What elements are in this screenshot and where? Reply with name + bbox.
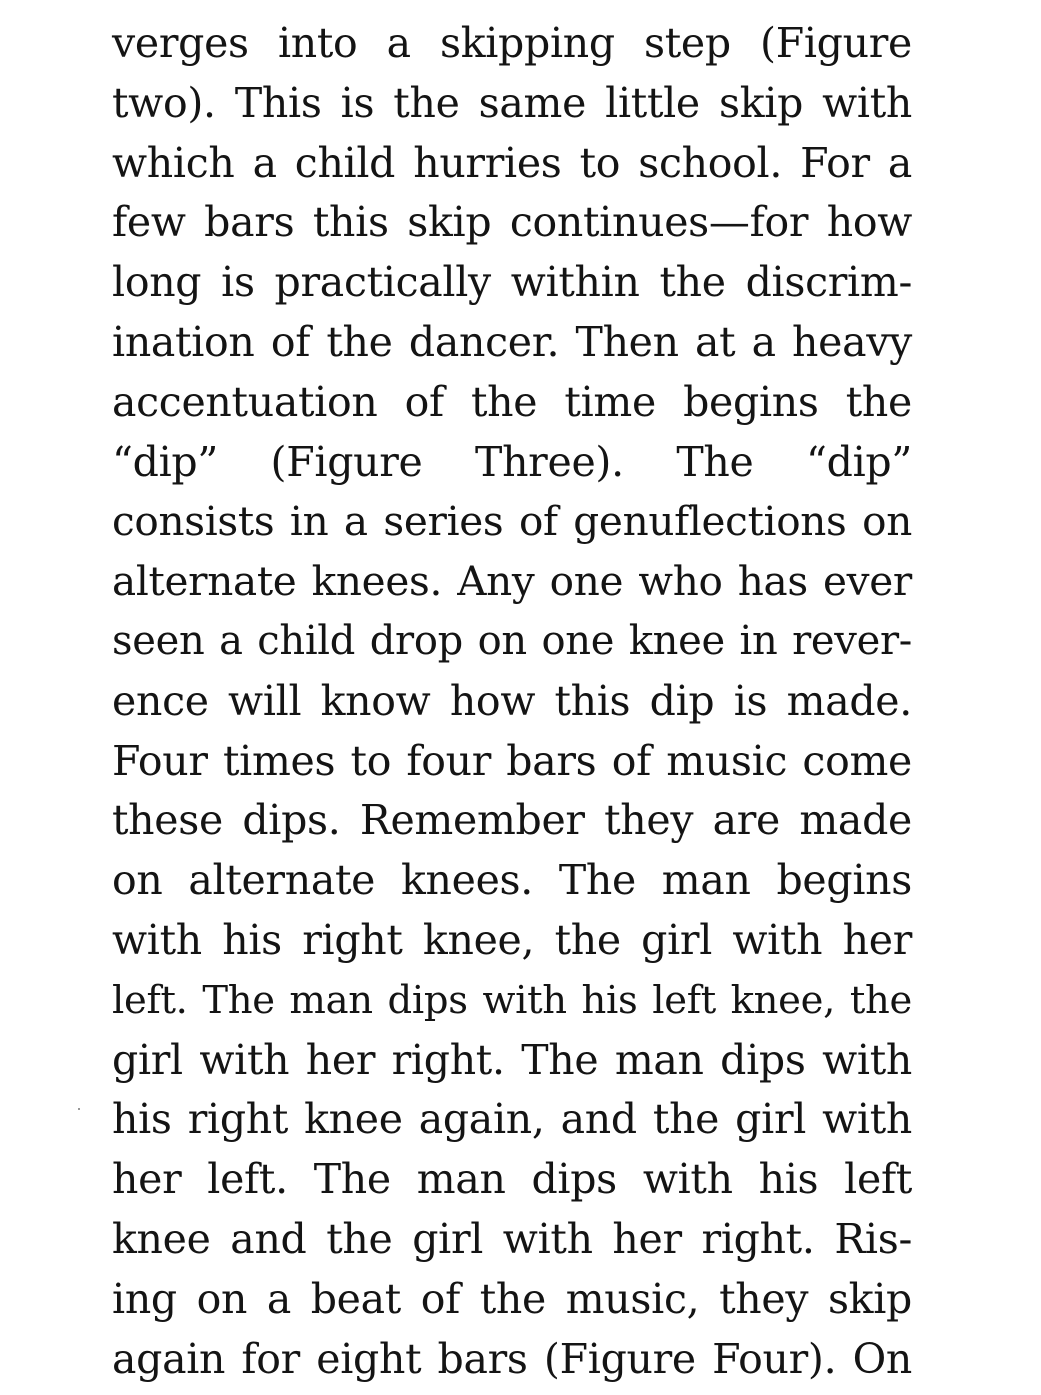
text-line: “dip” (Figure Three). The “dip” (112, 437, 912, 486)
text-line: left. The man dips with his left knee, the (112, 977, 912, 1023)
text-line: ence will know how this dip is made. (112, 676, 912, 725)
text-line: on alternate knees. The man begins (112, 856, 912, 905)
scan-speck (78, 1108, 80, 1110)
text-line: girl with her right. The man dips with (112, 1035, 912, 1084)
text-line: long is practically within the discrim- (112, 258, 912, 307)
text-line: two). This is the same little skip with (112, 78, 912, 127)
text-line: these dips. Remember they are made (112, 796, 912, 845)
text-line: which a child hurries to school. For a (112, 138, 912, 187)
text-line: again for eight bars (Figure Four). On (112, 1334, 912, 1383)
text-line: Four times to four bars of music come (112, 736, 912, 785)
text-line: ing on a beat of the music, they skip (112, 1274, 912, 1323)
text-line: seen a child drop on one knee in rever- (112, 617, 912, 664)
text-line: few bars this skip continues—for how (112, 198, 912, 247)
text-line: ination of the dancer. Then at a heavy (112, 317, 912, 366)
body-text (112, 14, 912, 1389)
text-line: alternate knees. Any one who has ever (112, 557, 912, 606)
text-line: knee and the girl with her right. Ris- (112, 1214, 912, 1263)
text-line: his right knee again, and the girl with (112, 1095, 912, 1144)
text-line: her left. The man dips with his left (112, 1155, 912, 1204)
text-line: with his right knee, the girl with her (112, 915, 912, 964)
text-line: consists in a series of genuflections on (112, 497, 912, 546)
text-line: verges into a skipping step (Figure (112, 19, 912, 67)
text-line: accentuation of the time begins the (112, 377, 912, 426)
